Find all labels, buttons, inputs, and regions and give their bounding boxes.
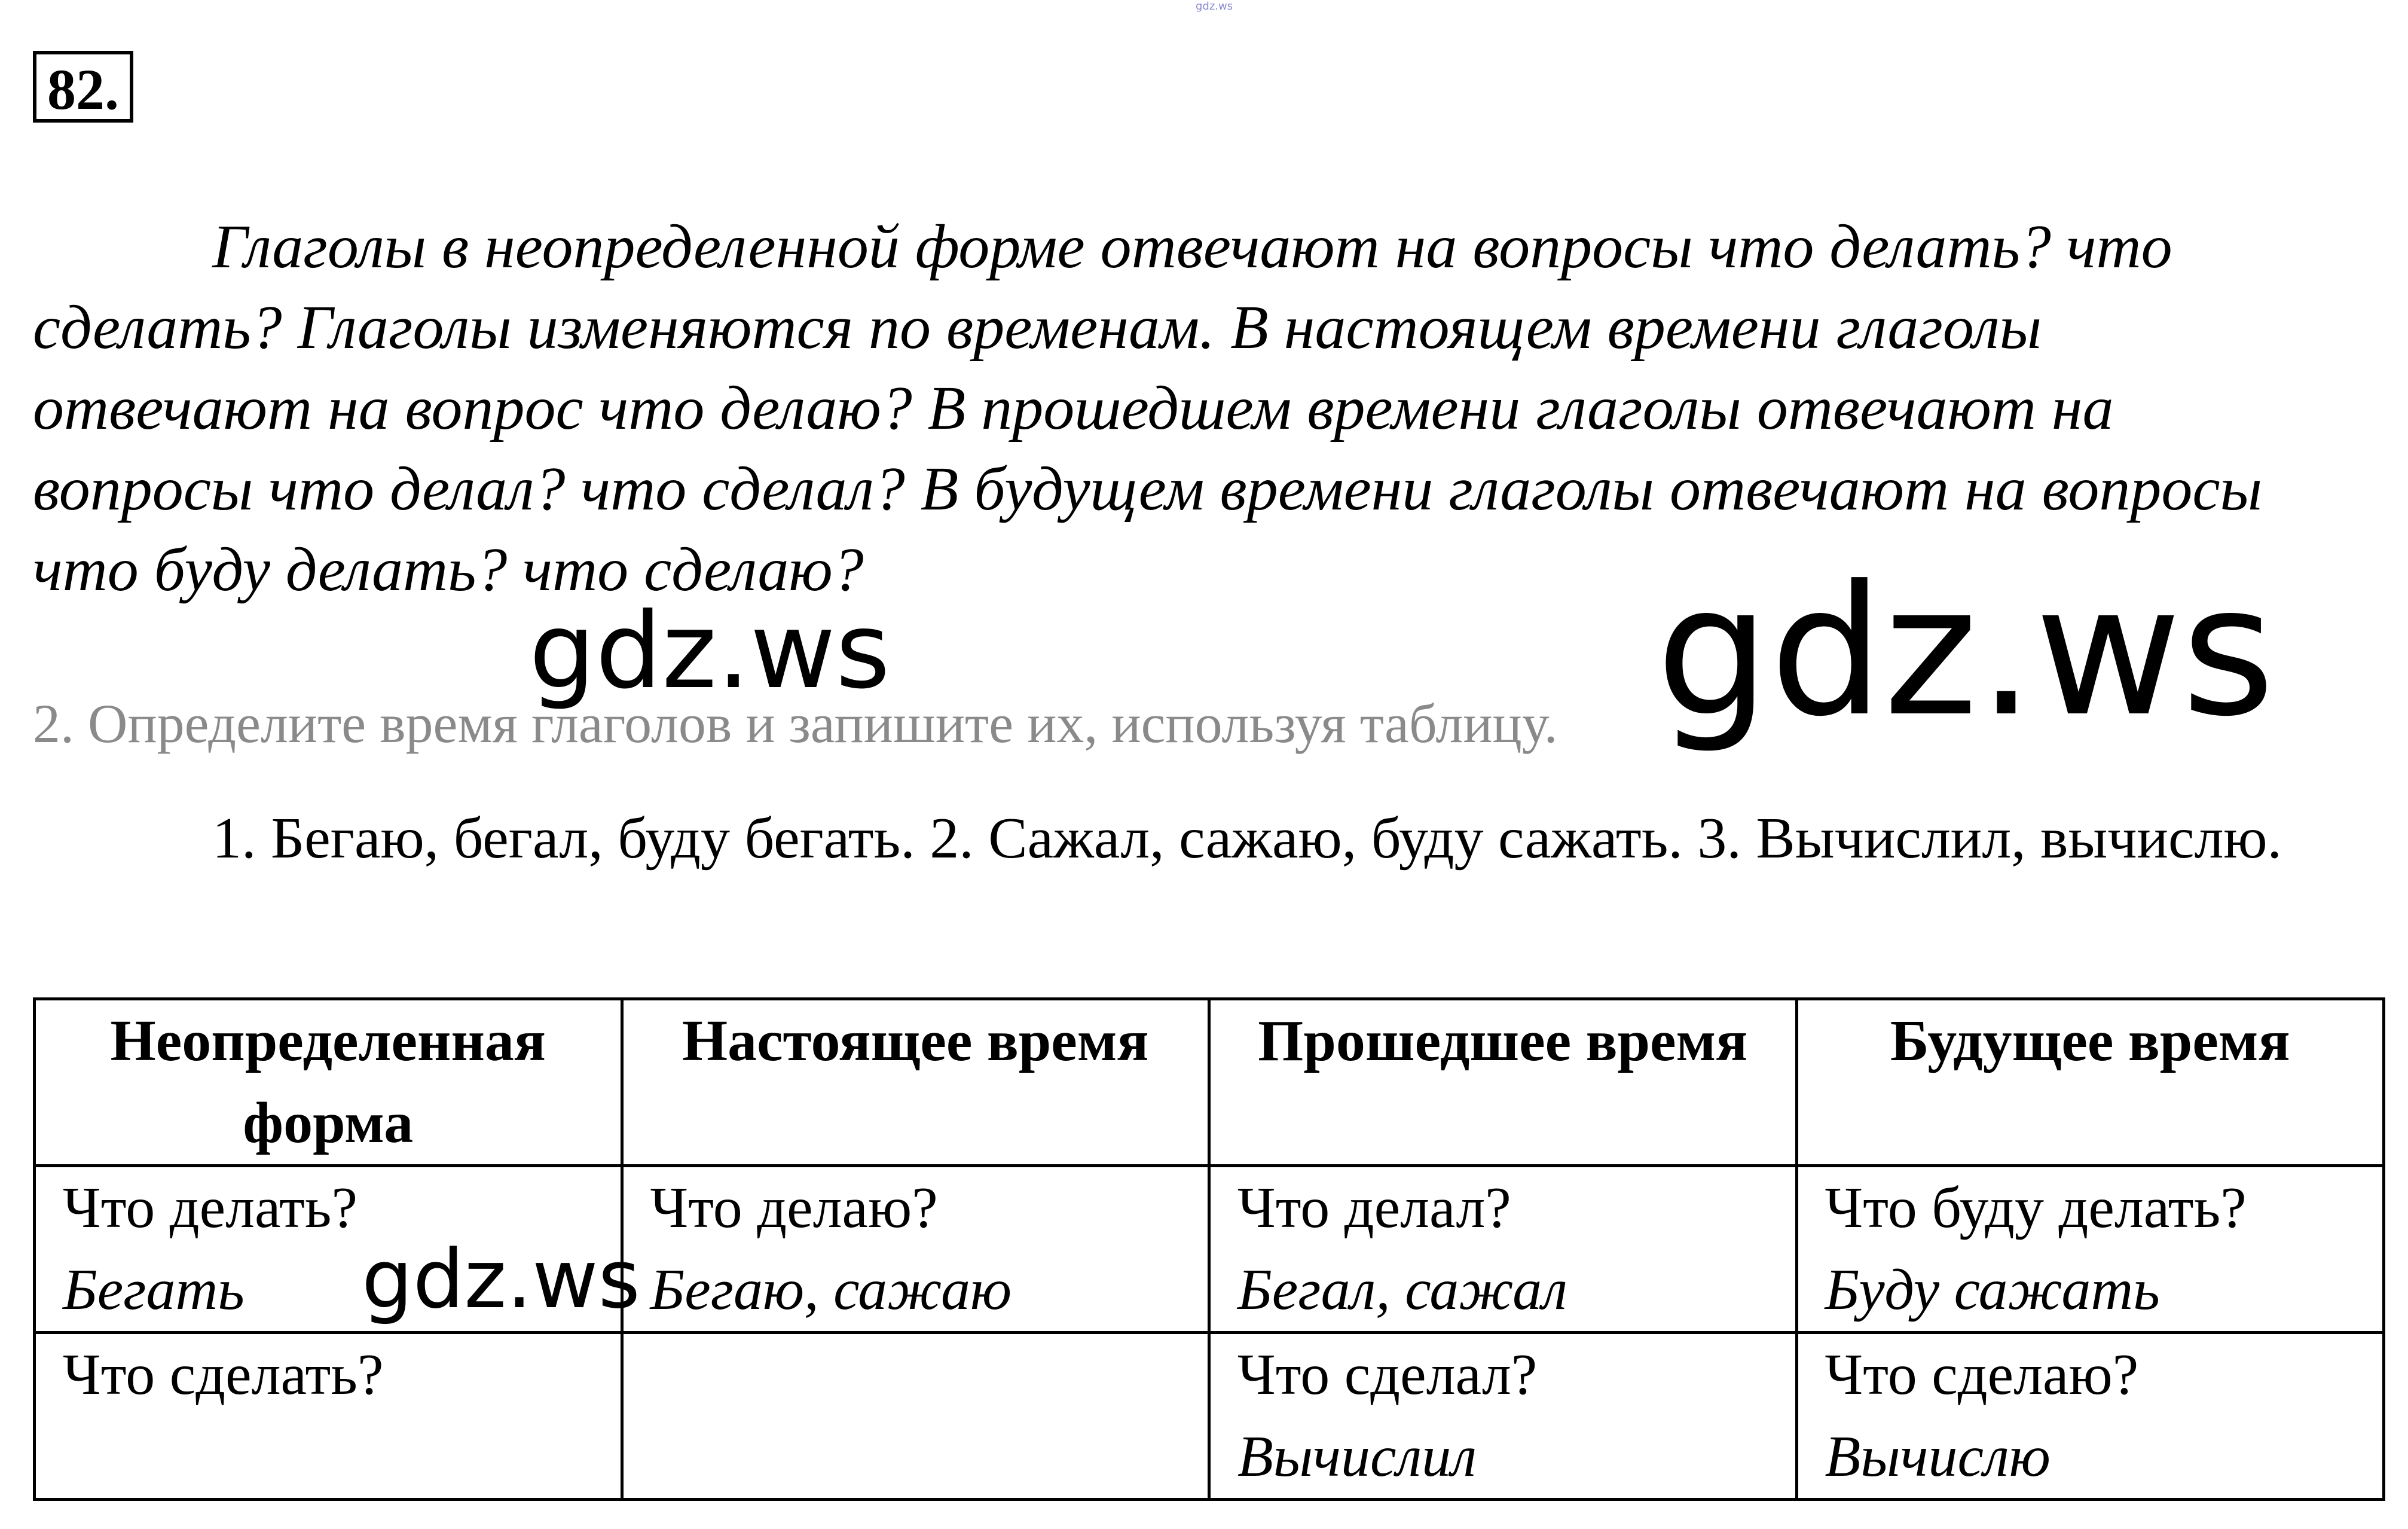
header-future: Будущее время: [1796, 999, 2384, 1166]
task-instruction: 2. Определите время глаголов и запишите их, используя таблицу.: [33, 693, 1558, 754]
table-cell: [1796, 1333, 2384, 1500]
cell-answer: Бегал, сажал: [1237, 1258, 1567, 1322]
watermark: gdz.ws: [1656, 547, 2275, 756]
cell-answer: Бегать: [63, 1258, 245, 1322]
cell-answer: Вычислил: [1237, 1424, 1477, 1489]
table-cell: [1209, 1333, 1797, 1500]
header-infinitive: Неопределенная форма: [35, 999, 622, 1166]
cell-question: Что буду делать?: [1825, 1176, 2247, 1240]
table-cell: [35, 1333, 622, 1500]
table-cell: [622, 1166, 1209, 1333]
watermark: gdz.ws: [529, 591, 890, 712]
cell-question: Что сделаю?: [1825, 1342, 2139, 1407]
cell-question: Что делаю?: [650, 1176, 938, 1240]
exercise-number: 82.: [33, 51, 133, 123]
rule-paragraph: Глаголы в неопределенной форме отвечают на вопросы что делать? что сделать? Глаголы изменяются по временам. В настоящем времени глаголы отвечают на вопрос что делаю? В прошедшем времени глаголы отвечают на вопросы что делал? что сделал? В будущем времени глаголы отвечают на вопросы что буду делать? что сделаю?: [33, 212, 2263, 604]
table-row: [35, 1333, 2384, 1500]
table-cell: [1796, 1166, 2384, 1333]
cell-answer: Буду сажать: [1825, 1258, 2160, 1322]
cell-question: Что делать?: [63, 1176, 357, 1240]
header-past: Прошедшее время: [1209, 999, 1797, 1166]
cell-answer: Бегаю, сажаю: [650, 1258, 1012, 1322]
cell-question: Что делал?: [1237, 1176, 1511, 1240]
table-cell: [622, 1333, 1209, 1500]
table-header-row: [35, 999, 2384, 1166]
watermark: gdz.ws: [362, 1232, 640, 1326]
cell-question: Что сделал?: [1237, 1342, 1538, 1407]
top-watermark: gdz.ws: [1196, 0, 1233, 13]
cell-question: Что сделать?: [63, 1342, 384, 1407]
answer-paragraph: 1. Бегаю, бегал, буду бегать. 2. Сажал, сажаю, буду сажать. 3. Вычислил, вычислю.: [212, 806, 2282, 871]
header-present: Настоящее время: [622, 999, 1209, 1166]
table-cell: [1209, 1166, 1797, 1333]
cell-answer: Вычислю: [1825, 1424, 2051, 1489]
